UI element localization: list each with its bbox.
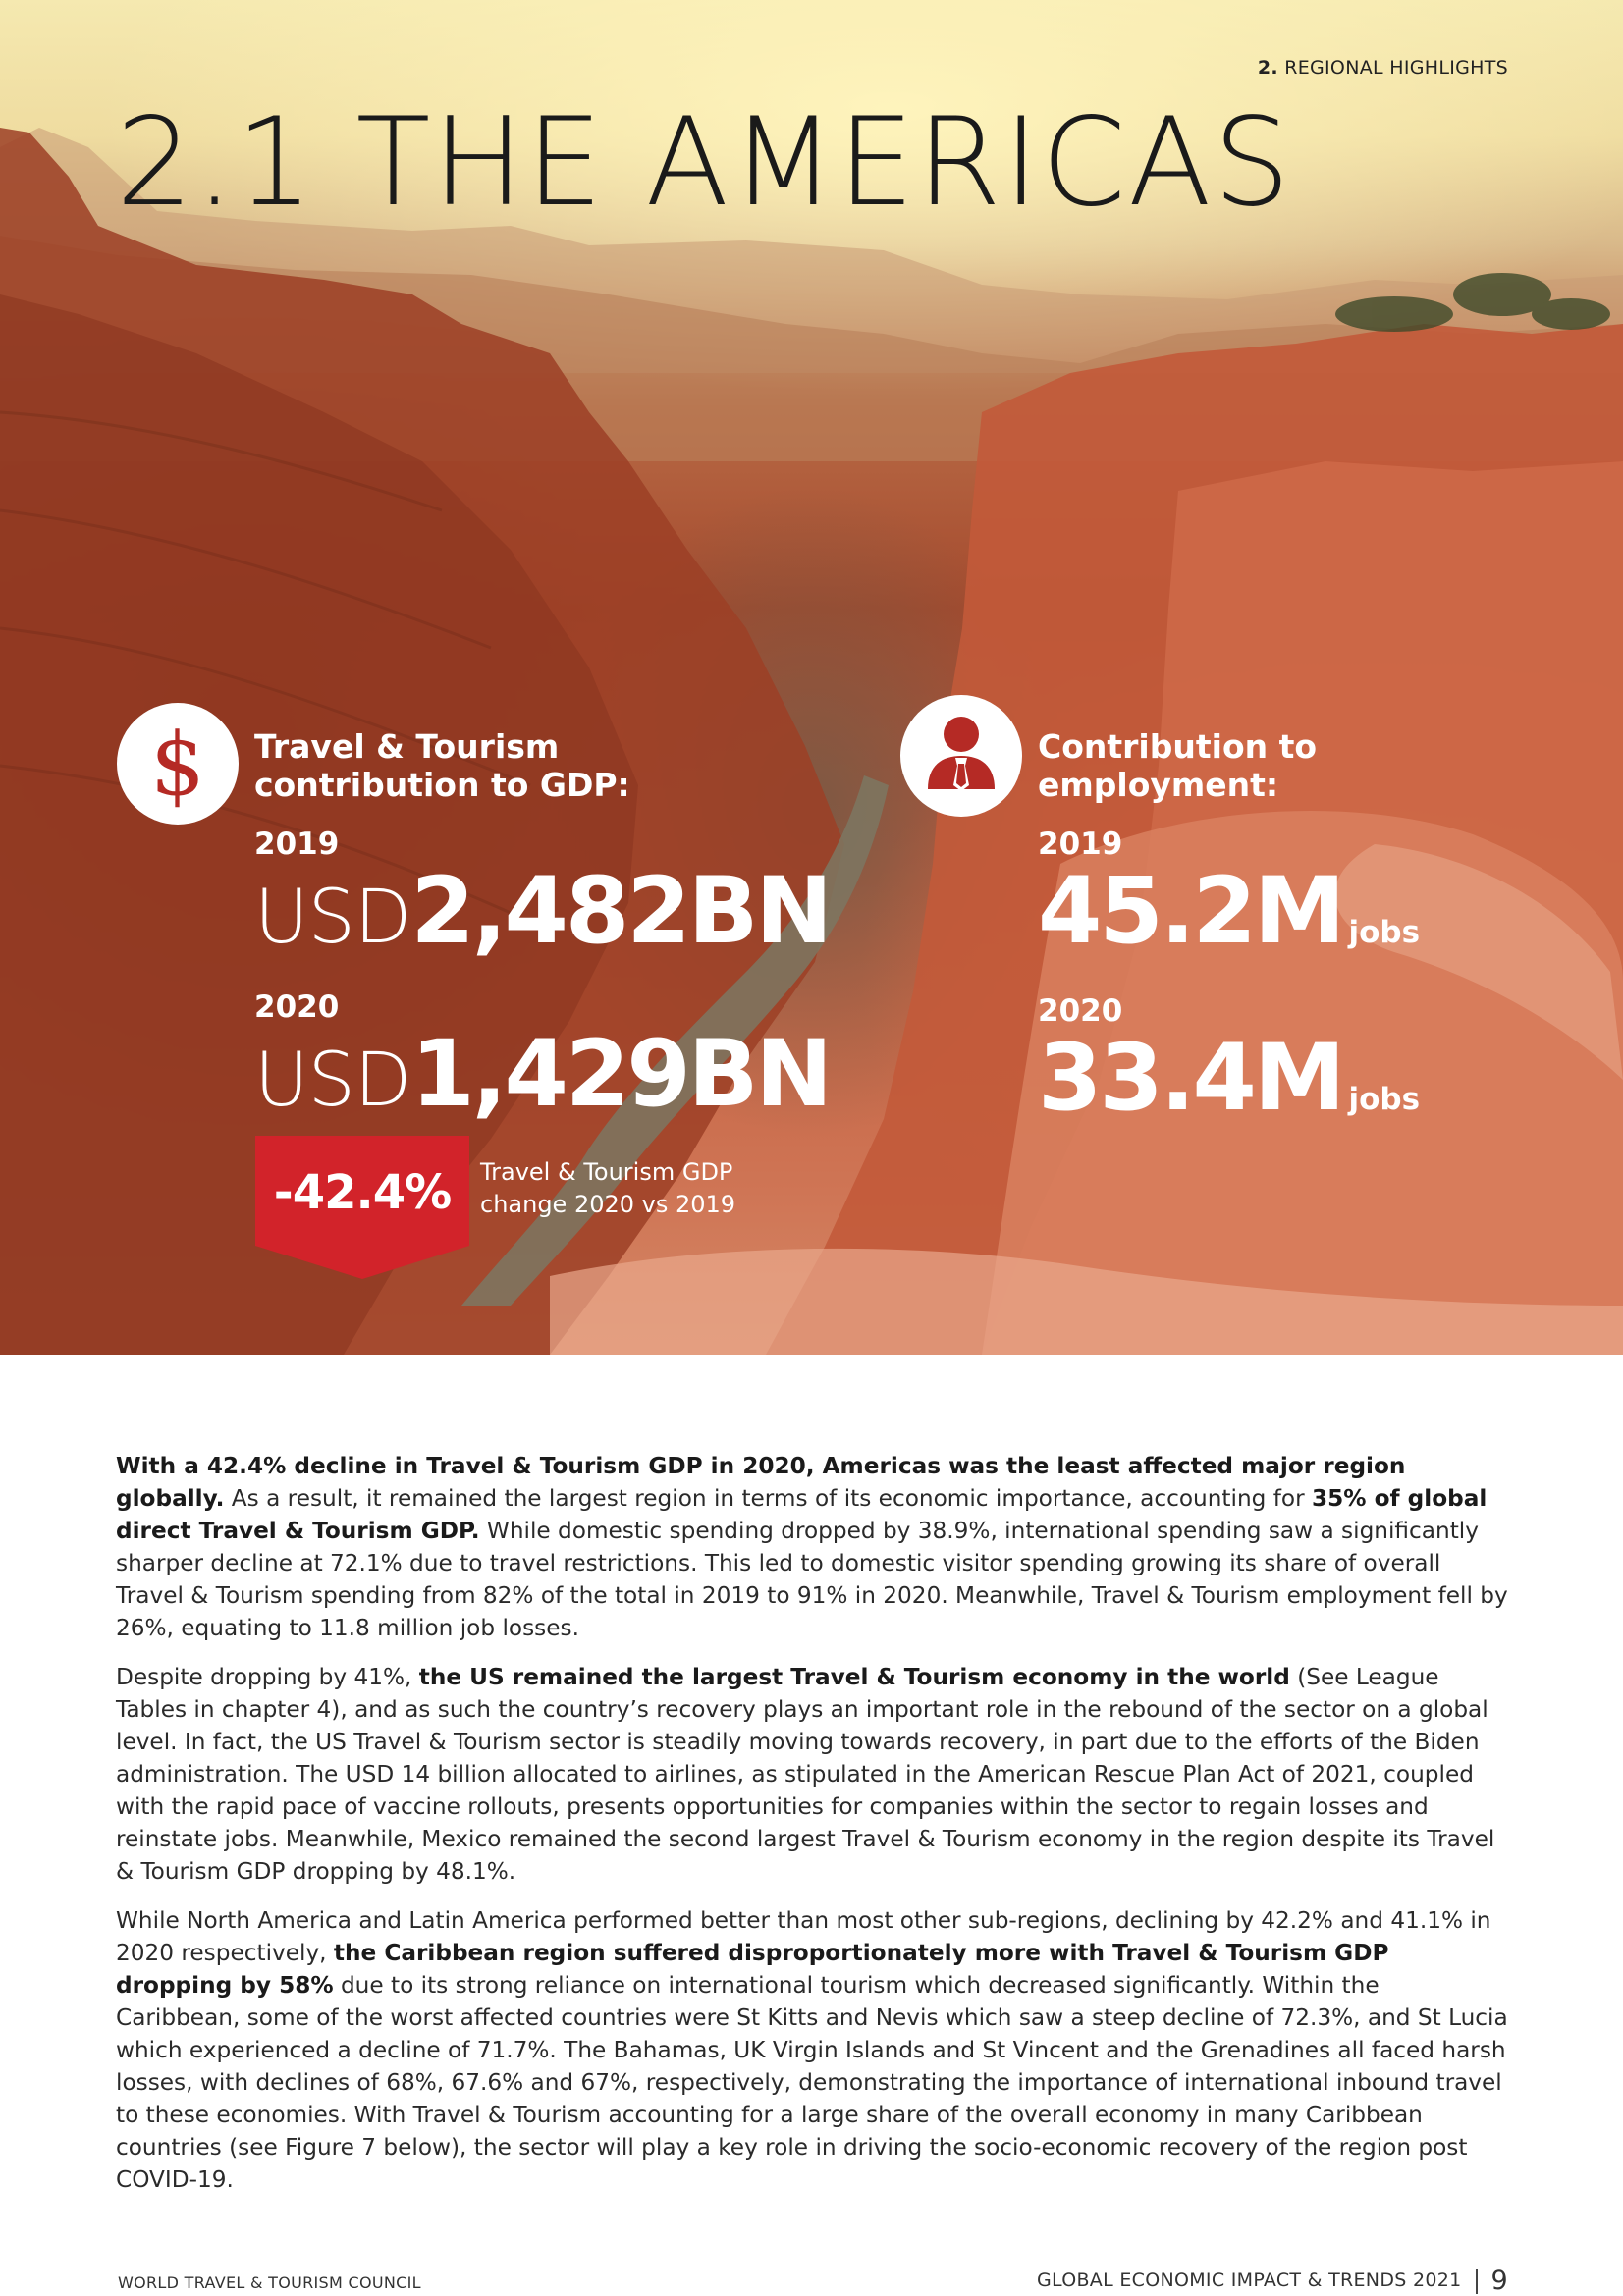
paragraph-2: [116, 1661, 1510, 1888]
gdp-change-badge: [255, 1136, 469, 1279]
gdp-label-line2: contribution to GDP:: [254, 766, 630, 804]
gdp-year-2019: 2019: [254, 827, 340, 862]
gdp-label: [254, 727, 630, 804]
employment-label-line2: employment:: [1038, 766, 1279, 804]
p2-bold-1: the US remained the largest Travel & Tourism economy in the world: [418, 1664, 1290, 1690]
section-tag: [1258, 57, 1508, 79]
employment-label-line1: Contribution to: [1038, 727, 1318, 766]
gdp-change-caption: [480, 1156, 775, 1221]
gdp-change-caption-line2: change 2020 vs 2019: [480, 1191, 736, 1218]
gdp-currency-2020: USD: [254, 1036, 411, 1123]
employment-unit-2019: jobs: [1348, 915, 1421, 950]
svg-text:$: $: [150, 714, 205, 815]
footer-publication-title: GLOBAL ECONOMIC IMPACT & TRENDS 2021: [1036, 2269, 1462, 2291]
p1-bold-1: With a 42.4% decline in Travel & Tourism GDP in 2020, Americas was the least affected major region globally.: [116, 1453, 1406, 1512]
employment-amount-2019: 45.2M: [1038, 858, 1343, 965]
businessman-icon: [900, 695, 1022, 817]
employment-value-2020: [1038, 1025, 1421, 1132]
gdp-year-2020: 2020: [254, 989, 340, 1025]
paragraph-3: [116, 1904, 1510, 2196]
employment-label: [1038, 727, 1317, 804]
gdp-currency-2019: USD: [254, 873, 411, 960]
section-label: REGIONAL HIGHLIGHTS: [1284, 57, 1508, 79]
p2-text-1: Despite dropping by 41%,: [116, 1664, 419, 1690]
p1-text-1: As a result, it remained the largest region in terms of its economic importance, accounting for: [224, 1485, 1312, 1512]
footer-publication: [1037, 2266, 1508, 2296]
gdp-amount-2020: 1,429BN: [410, 1021, 831, 1128]
p1-bold-2: 35% of global direct Travel & Tourism GDP.: [116, 1485, 1488, 1544]
employment-year-2019: 2019: [1038, 827, 1123, 862]
gdp-value-2020: [254, 1021, 831, 1128]
body-text: [116, 1450, 1510, 2213]
p2-text-2: (See League Tables in chapter 4), and as such the country’s recovery plays an important role in the rebound of the sector on a global level. In fact, the US Travel & Tourism sector is steadily moving towards recovery, in part due to the efforts of the Biden administration. The USD 14 billion allocated to airlines, as stipulated in the American Rescue Plan Act of 2021, coupled with the rapid pace of vaccine rollouts, presents opportunities for companies within the sector to regain losses and reinstate jobs. Meanwhile, Mexico remained the second largest Travel & Tourism economy in the region despite its Travel & Tourism GDP dropping by 48.1%.: [116, 1664, 1495, 1885]
page-title: 2.1 THE AMERICAS: [116, 92, 1293, 234]
employment-unit-2020: jobs: [1348, 1082, 1421, 1117]
employment-amount-2020: 33.4M: [1038, 1025, 1343, 1132]
gdp-amount-2019: 2,482BN: [410, 858, 831, 965]
footer-divider: [1476, 2269, 1478, 2294]
gdp-change-value: -42.4%: [273, 1165, 452, 1220]
employment-year-2020: 2020: [1038, 993, 1123, 1029]
paragraph-1: [116, 1450, 1510, 1644]
p3-text-2: due to its strong reliance on international tourism which decreased significantly. Within the Caribbean, some of the worst affected countries were St Kitts and Nevis which saw a steep decline of 72.3%, and St Lucia which experienced a decline of 71.7%. The Bahamas, UK Virgin Islands and St Vincent and the Grenadines all faced harsh losses, with declines of 68%, 67.6% and 67%, respectively, demonstrating the importance of international inbound travel to these economies. With Travel & Tourism accounting for a large share of the overall economy in many Caribbean countries (see Figure 7 below), the sector will play a key role in driving the socio-economic recovery of the region post COVID-19.: [116, 1972, 1508, 2193]
dollar-icon: [117, 703, 239, 825]
page-number: 9: [1490, 2266, 1508, 2296]
p3-text-1: While North America and Latin America performed better than most other sub-regions, declining by 42.2% and 41.1% in 2020 respectively,: [116, 1907, 1491, 1966]
section-number: 2.: [1257, 57, 1278, 79]
gdp-change-caption-line1: Travel & Tourism GDP: [480, 1158, 733, 1186]
gdp-value-2019: [254, 858, 831, 965]
p3-bold-1: the Caribbean region suffered disproportionately more with Travel & Tourism GDP dropping by 58%: [116, 1940, 1389, 1999]
footer-organization: WORLD TRAVEL & TOURISM COUNCIL: [118, 2273, 421, 2292]
p1-text-2: While domestic spending dropped by 38.9%, international spending saw a significantly sharper decline at 72.1% due to travel restrictions. This led to domestic visitor spending growing its share of overall Travel & Tourism spending from 82% of the total in 2019 to 91% in 2020. Meanwhile, Travel & Tourism employment fell by 26%, equating to 11.8 million job losses.: [116, 1518, 1508, 1641]
employment-value-2019: [1038, 858, 1421, 965]
gdp-label-line1: Travel & Tourism: [254, 727, 560, 766]
